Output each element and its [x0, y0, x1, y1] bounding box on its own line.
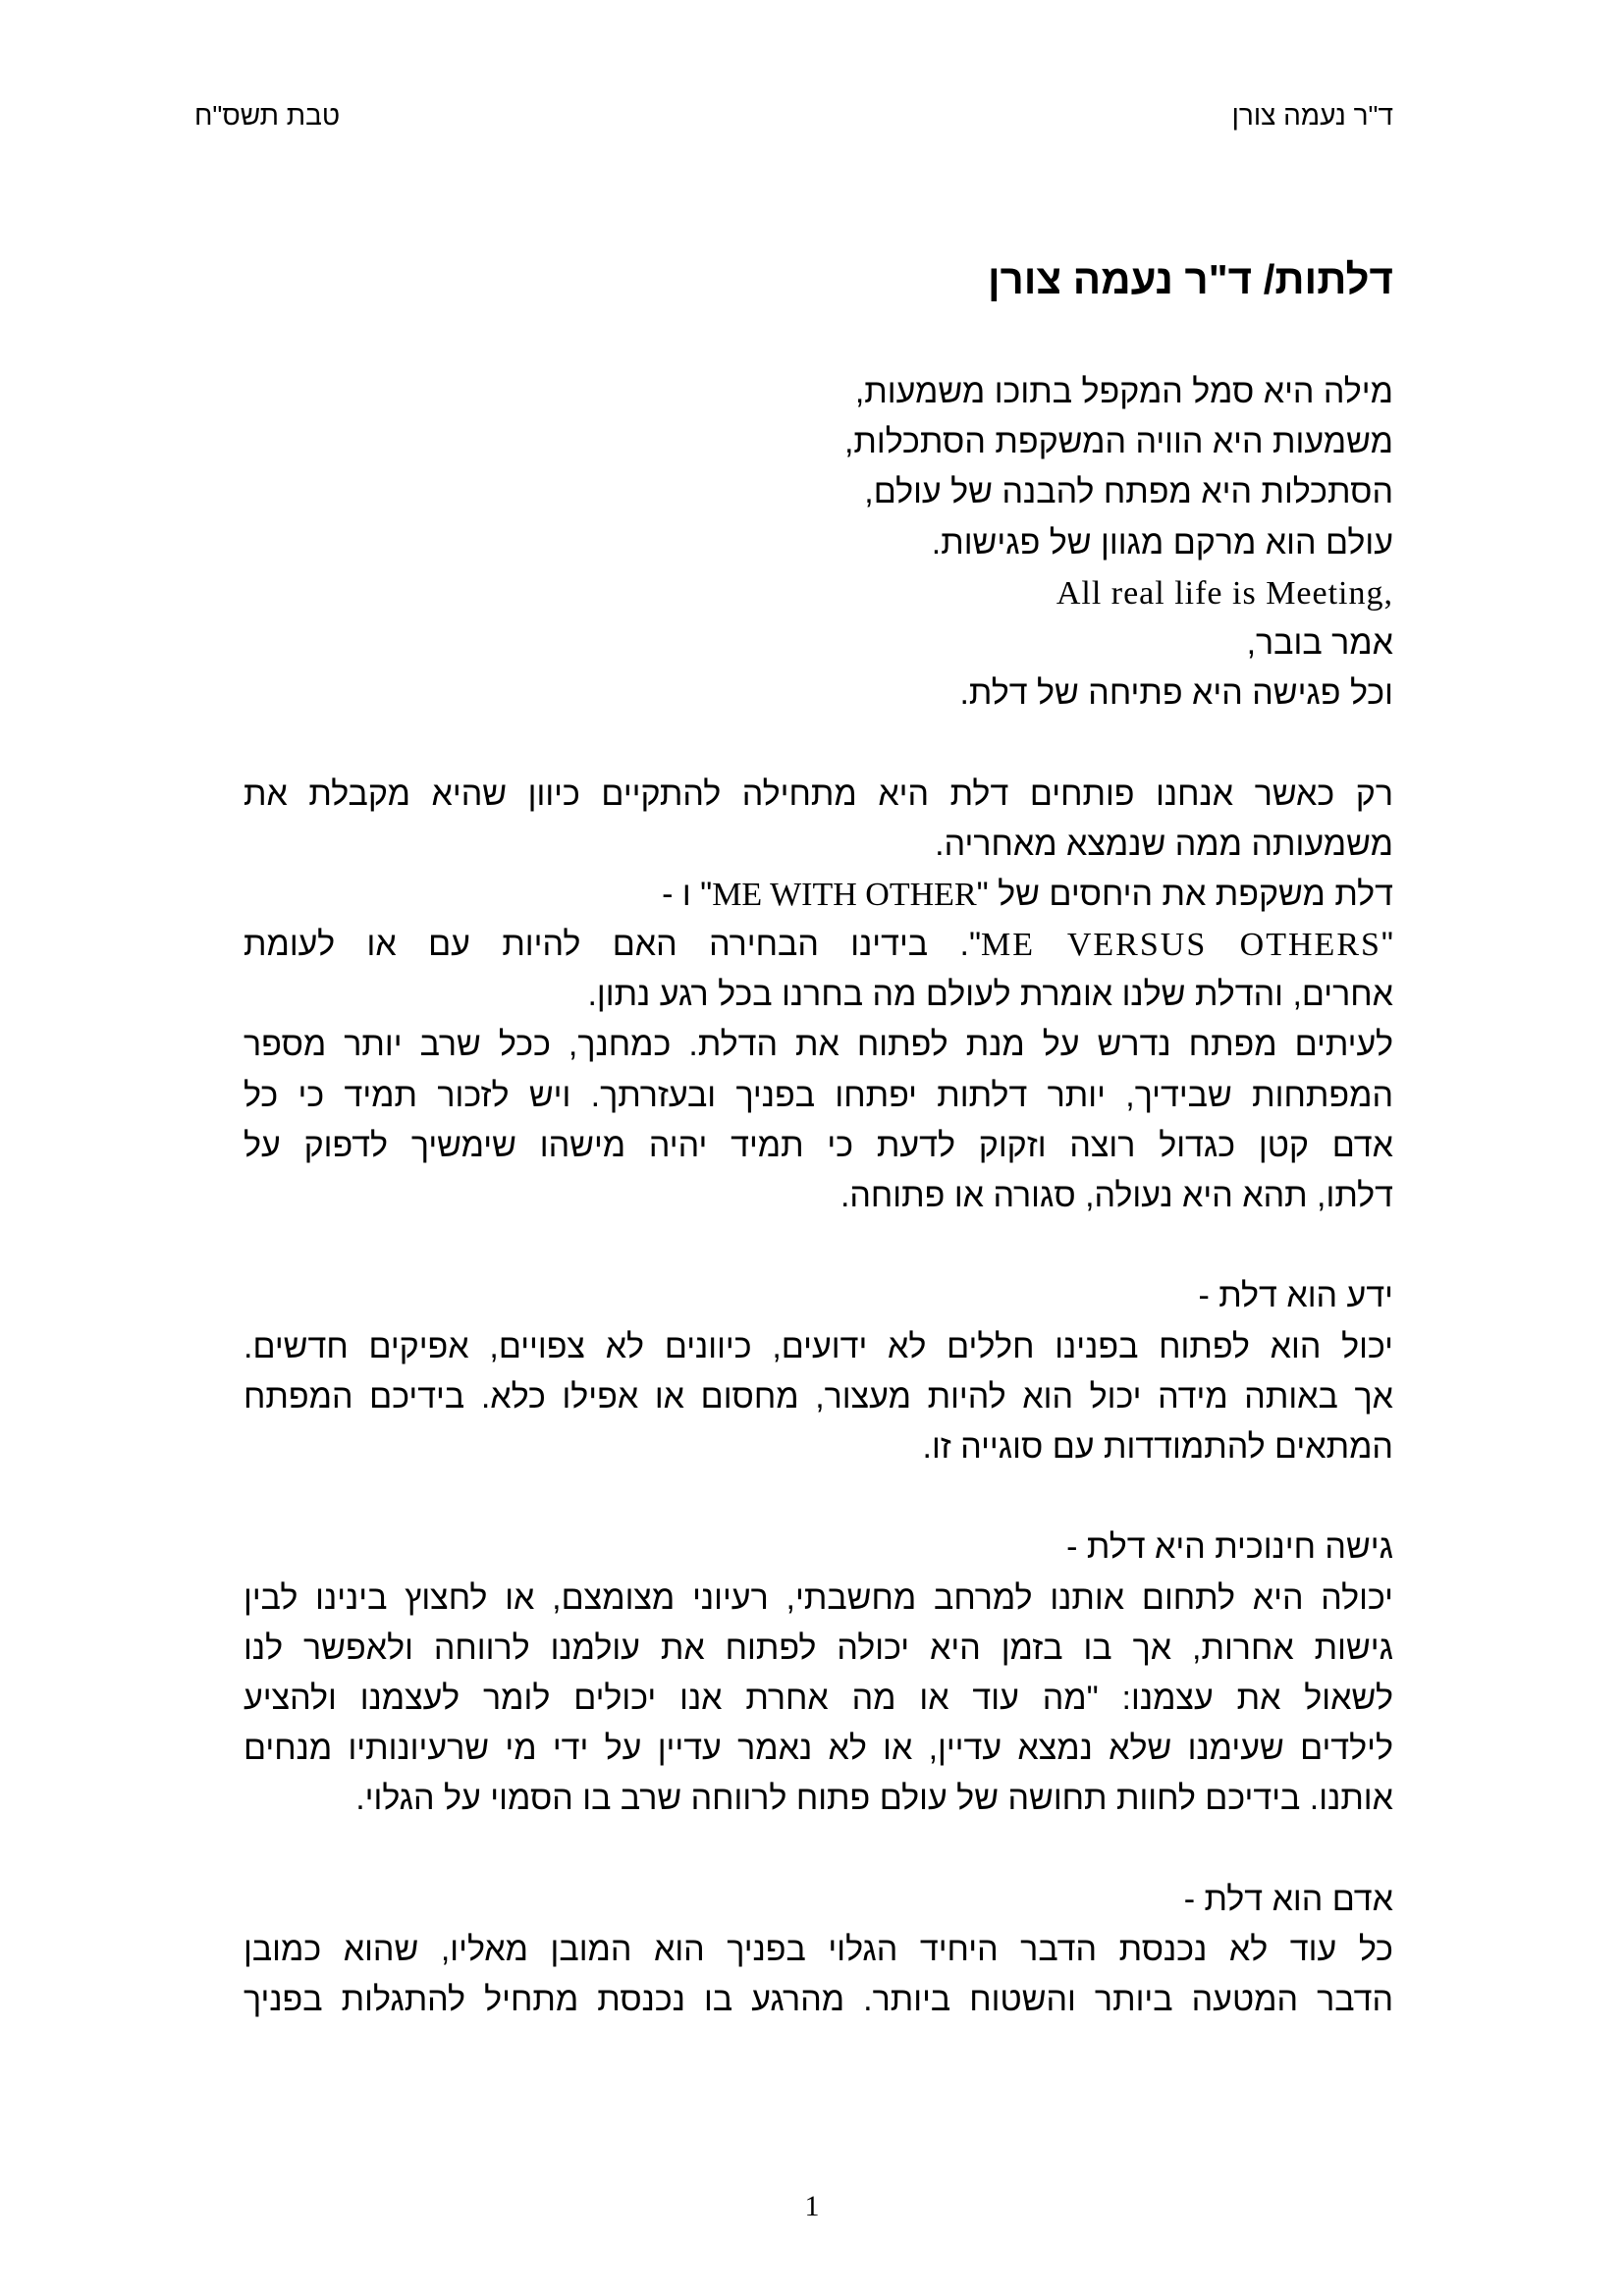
- poem-line: הסתכלות היא מפתח להבנה של עולם,: [864, 473, 1393, 511]
- paragraph-line: דלת משקפת את היחסים של "ME WITH OTHER" ו -: [662, 875, 1393, 913]
- section-person: [244, 1875, 1393, 2026]
- paragraph-line: כל עוד לא נכנסת הדבר היחיד הגלוי בפניך הוא המובן מאליו, שהוא כמובן: [244, 1930, 1393, 1968]
- section-heading: גישה חינוכית היא דלת -: [1066, 1528, 1393, 1567]
- paragraph-line: גישות אחרות, אך בו בזמן היא יכולה לפתוח את עולמנו לרווחה ולאפשר לנו: [244, 1629, 1393, 1667]
- paragraph-line: יכולה היא לתחום אותנו למרחב מחשבתי, רעיוני מצומצם, או לחצוץ בינינו לבין: [244, 1578, 1393, 1617]
- section-heading: אדם הוא דלת -: [1183, 1880, 1393, 1918]
- paragraph-line: יכול הוא לפתוח בפנינו חללים לא ידועים, כיוונים לא צפויים, אפיקים חדשים.: [244, 1327, 1393, 1365]
- document-title: דלתות/ ד"ר נעמה צורן: [987, 256, 1393, 302]
- poem: [244, 367, 1393, 719]
- paragraph-line: אחרים, והדלת שלנו אומרת לעולם מה בחרנו בכל רגע נתון.: [587, 976, 1393, 1014]
- paragraph-line: המפתחות שבידיך, יותר דלתות יפתחו בפניך ובעזרתך. ויש לזכור תמיד כי כל: [244, 1076, 1393, 1114]
- paragraph-line: רק כאשר אנחנו פותחים דלת היא מתחילה להתקיים כיוון שהיא מקבלת את: [244, 774, 1393, 813]
- document-body: [244, 367, 1393, 2025]
- paragraph-line: דלתו, תהא היא נעולה, סגורה או פתוחה.: [839, 1177, 1393, 1214]
- paragraph-line: משמעותה ממה שנמצא מאחריה.: [935, 825, 1393, 863]
- paragraph-line: אותנו. בידיכם לחוות תחושה של עולם פתוח לרווחה שרב בו הסמוי על הגלוי.: [355, 1780, 1393, 1818]
- paragraph-line: לילדים שעימנו שלא נמצא עדיין, או לא נאמר עדיין על ידי מי שרעיונותיו מנחים: [244, 1730, 1393, 1768]
- section-heading: ידע הוא דלת -: [1198, 1277, 1393, 1315]
- paragraph-gap: [244, 1472, 1393, 1522]
- paragraph-line: לעיתים מפתח נדרש על מנת לפתוח את הדלת. כמחנך, ככל שרב יותר מספר: [244, 1026, 1393, 1064]
- paragraph-line: אדם קטן כגדול רוצה וזקוק לדעת כי תמיד יהיה מישהו שימשיך לדפוק על: [244, 1126, 1393, 1164]
- poem-line: עולם הוא מרקם מגוון של פגישות.: [931, 523, 1393, 561]
- paragraph-line: "ME VERSUS OTHERS". בידינו הבחירה האם להיות עם או לעומת: [244, 926, 1393, 964]
- poem-line: מילה היא סמל המקפל בתוכו משמעות,: [854, 373, 1393, 410]
- paragraph-line: הדבר המטעה ביותר והשטוח ביותר. מהרגע בו נכנסת מתחיל להתגלות בפניך: [244, 1981, 1393, 2018]
- paragraph-me-with-other: [244, 870, 1393, 1021]
- page-number: 1: [804, 2190, 820, 2222]
- poem-line: משמעות היא הוויה המשקפת הסתכלות,: [843, 423, 1393, 461]
- section-approach: [244, 1522, 1393, 1824]
- header-author: ד"ר נעמה צורן: [1231, 100, 1393, 131]
- paragraph-doors-meaning: [244, 770, 1393, 870]
- paragraph-line: אך באותה מידה יכול הוא להיות מעצור, מחסום או אפילו כלא. בידיכם המפתח: [244, 1377, 1393, 1415]
- paragraph-keys: [244, 1020, 1393, 1221]
- paragraph-gap: [244, 1824, 1393, 1874]
- poem-line: וכל פגישה היא פתיחה של דלת.: [959, 674, 1393, 713]
- paragraph-line: המתאים להתמודדות עם סוגייה זו.: [922, 1427, 1393, 1466]
- header-date: טבת תשס"ח: [194, 100, 341, 131]
- poem-line-english: All real life is Meeting,: [1056, 574, 1393, 612]
- section-knowledge: [244, 1271, 1393, 1472]
- poem-line: אמר בובר,: [1246, 623, 1393, 662]
- paragraph-line: לשאול את עצמנו: "מה עוד או מה אחרת אנו יכולים לומר לעצמנו ולהציע: [244, 1679, 1393, 1717]
- paragraph-gap: [244, 1221, 1393, 1271]
- paragraph-gap: [244, 719, 1393, 769]
